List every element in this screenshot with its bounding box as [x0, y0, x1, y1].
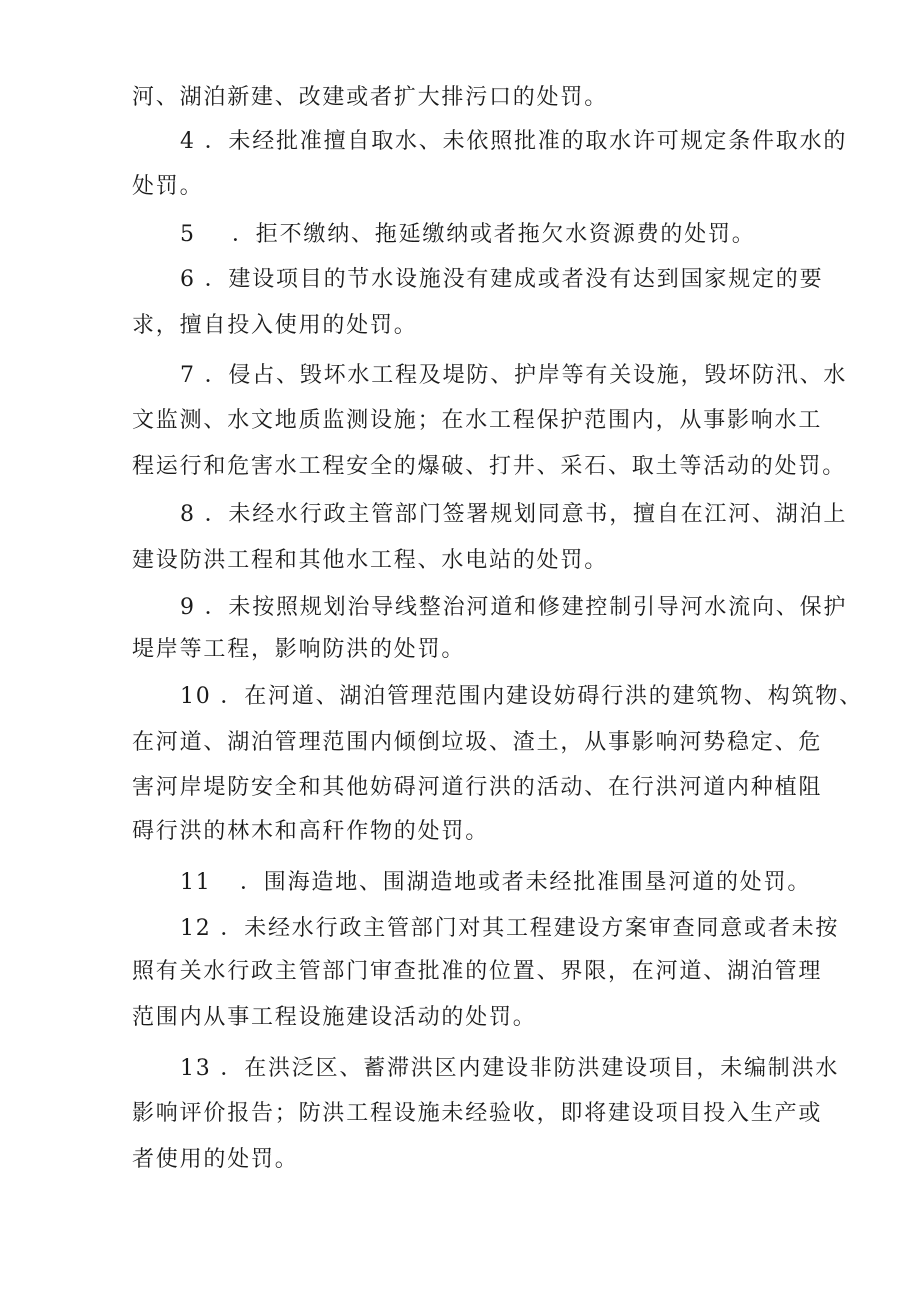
item-13-line-3: 者使用的处罚。 — [132, 1147, 299, 1172]
item-8-line-1: 8 ．未经水行政主管部门签署规划同意书，擅自在江河、湖泊上 — [180, 500, 847, 530]
item-10-line-1: 10 ．在河道、湖泊管理范围内建设妨碍行洪的建筑物、构筑物、 — [180, 682, 863, 712]
item-5-number: 5 — [180, 222, 196, 247]
item-9-line-1: 9 ．未按照规划治导线整治河道和修建控制引导河水流向、保护 — [180, 593, 847, 623]
item-12-line-1: 12 ．未经水行政主管部门对其工程建设方案审查同意或者未按 — [180, 914, 839, 944]
item-5-line-1: 5 ．拒不缴纳、拖延缴纳或者拖欠水资源费的处罚。 — [180, 220, 756, 250]
item-9-line-2: 堤岸等工程，影响防洪的处罚。 — [132, 637, 466, 662]
item-11-line-1: 11 ．围海造地、围湖造地或者未经批准围垦河道的处罚。 — [180, 868, 811, 898]
item-8-number: 8 — [180, 502, 196, 527]
item-10-line-2: 在河道、湖泊管理范围内倾倒垃圾、渣土，从事影响河势稳定、危 — [132, 730, 823, 755]
item-13-line-2: 影响评价报告；防洪工程设施未经验收，即将建设项目投入生产或 — [132, 1101, 823, 1126]
item-10-number: 10 — [180, 684, 212, 709]
item-13-number: 13 — [180, 1056, 212, 1081]
continuation-line: 河、湖泊新建、改建或者扩大排污口的处罚。 — [132, 85, 609, 110]
item-12-number: 12 — [180, 916, 212, 941]
item-7-number: 7 — [180, 363, 196, 388]
item-4-line-1: 4 ．未经批准擅自取水、未依照批准的取水许可规定条件取水的 — [180, 127, 847, 157]
item-7-line-1: 7 ．侵占、毁坏水工程及堤防、护岸等有关设施，毁坏防汛、水 — [180, 361, 847, 391]
item-6-number: 6 — [180, 267, 196, 292]
item-10-line-3: 害河岸堤防安全和其他妨碍河道行洪的活动、在行洪河道内种植阻 — [132, 775, 823, 800]
item-13-line-1: 13 ．在洪泛区、蓄滞洪区内建设非防洪建设项目，未编制洪水 — [180, 1054, 839, 1084]
item-10-line-4: 碍行洪的林木和高秆作物的处罚。 — [132, 819, 490, 844]
item-7-line-2: 文监测、水文地质监测设施；在水工程保护范围内，从事影响水工 — [132, 408, 823, 433]
item-6-line-2: 求，擅自投入使用的处罚。 — [132, 313, 418, 338]
item-11-number: 11 — [180, 870, 212, 895]
item-7-line-3: 程运行和危害水工程安全的爆破、打井、采石、取土等活动的处罚。 — [132, 454, 847, 479]
item-12-line-3: 范围内从事工程设施建设活动的处罚。 — [132, 1005, 537, 1030]
item-8-line-2: 建设防洪工程和其他水工程、水电站的处罚。 — [132, 548, 609, 573]
item-4-number: 4 — [180, 129, 196, 154]
item-4-line-2: 处罚。 — [132, 174, 204, 199]
item-9-number: 9 — [180, 595, 196, 620]
item-12-line-2: 照有关水行政主管部门审查批准的位置、界限，在河道、湖泊管理 — [132, 959, 823, 984]
item-6-line-1: 6 ．建设项目的节水设施没有建成或者没有达到国家规定的要 — [180, 265, 823, 295]
